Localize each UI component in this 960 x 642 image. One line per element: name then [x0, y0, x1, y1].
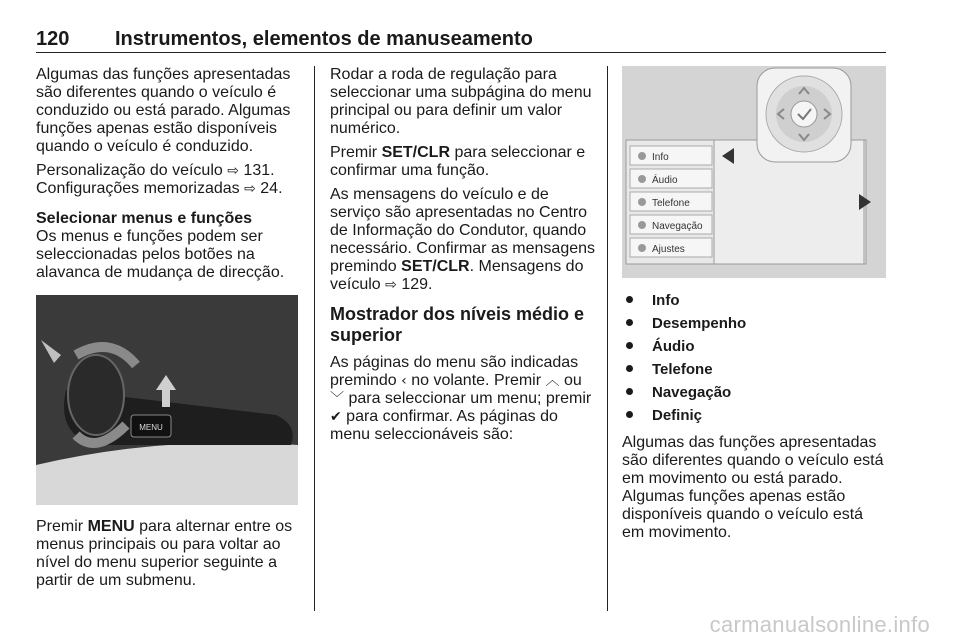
- menu-button-label: MENU: [139, 423, 163, 432]
- column-divider-2: [607, 66, 608, 611]
- list-item: Navegação: [622, 384, 888, 407]
- page-title: Instrumentos, elementos de manuseamento: [115, 28, 533, 50]
- screen-menu-items: [630, 146, 712, 257]
- chevron-left-icon: ‹: [401, 373, 407, 389]
- page-number: 120: [36, 28, 70, 50]
- turn-signal-lever-photo: [36, 295, 298, 505]
- section-heading: Mostrador dos níveis médio e superior: [330, 304, 585, 345]
- column-2: [330, 66, 596, 450]
- chevron-up-icon: ︿: [545, 373, 560, 389]
- list-item: Desempenho: [622, 315, 888, 338]
- watermark: carmanualsonline.info: [709, 612, 930, 637]
- screen-item-ajustes: Ajustes: [652, 244, 685, 255]
- column-divider-1: [314, 66, 315, 611]
- page-ref-arrow-icon: ⇨: [385, 277, 397, 293]
- display-menu-figure: [622, 66, 886, 278]
- paragraph-refs: Personalização do veículo ⇨ 131. Configurações memorizadas ⇨ 24.: [36, 162, 283, 197]
- column-3: [622, 292, 888, 548]
- screen-item-navegacao: Navegação: [652, 221, 703, 232]
- paragraph: As mensagens do veículo e de serviço são apresentadas no Centro de Informação do Condutor, quando necessário. Confirmar as mensagens premindo SET/CLR. Mensagens do veículo ⇨ 129.: [330, 186, 596, 293]
- menu-pages-list: [622, 292, 888, 430]
- paragraph: As páginas do menu são indicadas premindo ‹ no volante. Premir ︿ ou ﹀ para seleccionar um menu; premir ✔ para confirmar. As páginas do menu seleccionáveis são:: [330, 354, 592, 443]
- paragraph: Rodar a roda de regulação para seleccionar uma subpágina do menu principal ou para definir um valor numérico.: [330, 66, 592, 137]
- section-heading: Selecionar menus e funções: [36, 210, 253, 227]
- paragraph: Algumas das funções apresentadas são diferentes quando o veículo está em movimento ou está parado. Algumas funções apenas estão disponíveis quando o veículo está em movimento.: [622, 434, 884, 541]
- list-item: Info: [622, 292, 888, 315]
- page-ref-arrow-icon: ⇨: [227, 163, 239, 179]
- chevron-down-icon: ﹀: [330, 391, 344, 407]
- screen-item-telefone: Telefone: [652, 198, 690, 209]
- menu-paragraph: Premir MENU para alternar entre os menus principais ou para voltar ao nível do menu superior seguinte a partir de um submenu.: [36, 518, 293, 589]
- checkmark-icon: ✔: [330, 409, 342, 425]
- paragraph: Os menus e funções podem ser seleccionadas pelos botões na alavanca de mudança de direcção.: [36, 228, 285, 281]
- paragraph: Premir SET/CLR para seleccionar e confirmar uma função.: [330, 144, 586, 179]
- page-header: [36, 22, 886, 53]
- list-item: Definiç: [622, 407, 888, 430]
- paragraph: Algumas das funções apresentadas são diferentes quando o veículo é conduzido ou está parado. Algumas funções apenas estão disponíveis quando o veículo é conduzido.: [36, 66, 291, 155]
- list-item: Telefone: [622, 361, 888, 384]
- page-ref-arrow-icon: ⇨: [244, 181, 256, 197]
- screen-item-audio: Áudio: [652, 175, 678, 186]
- column-1: [36, 66, 300, 288]
- screen-item-info: Info: [652, 152, 669, 163]
- list-item: Áudio: [622, 338, 888, 361]
